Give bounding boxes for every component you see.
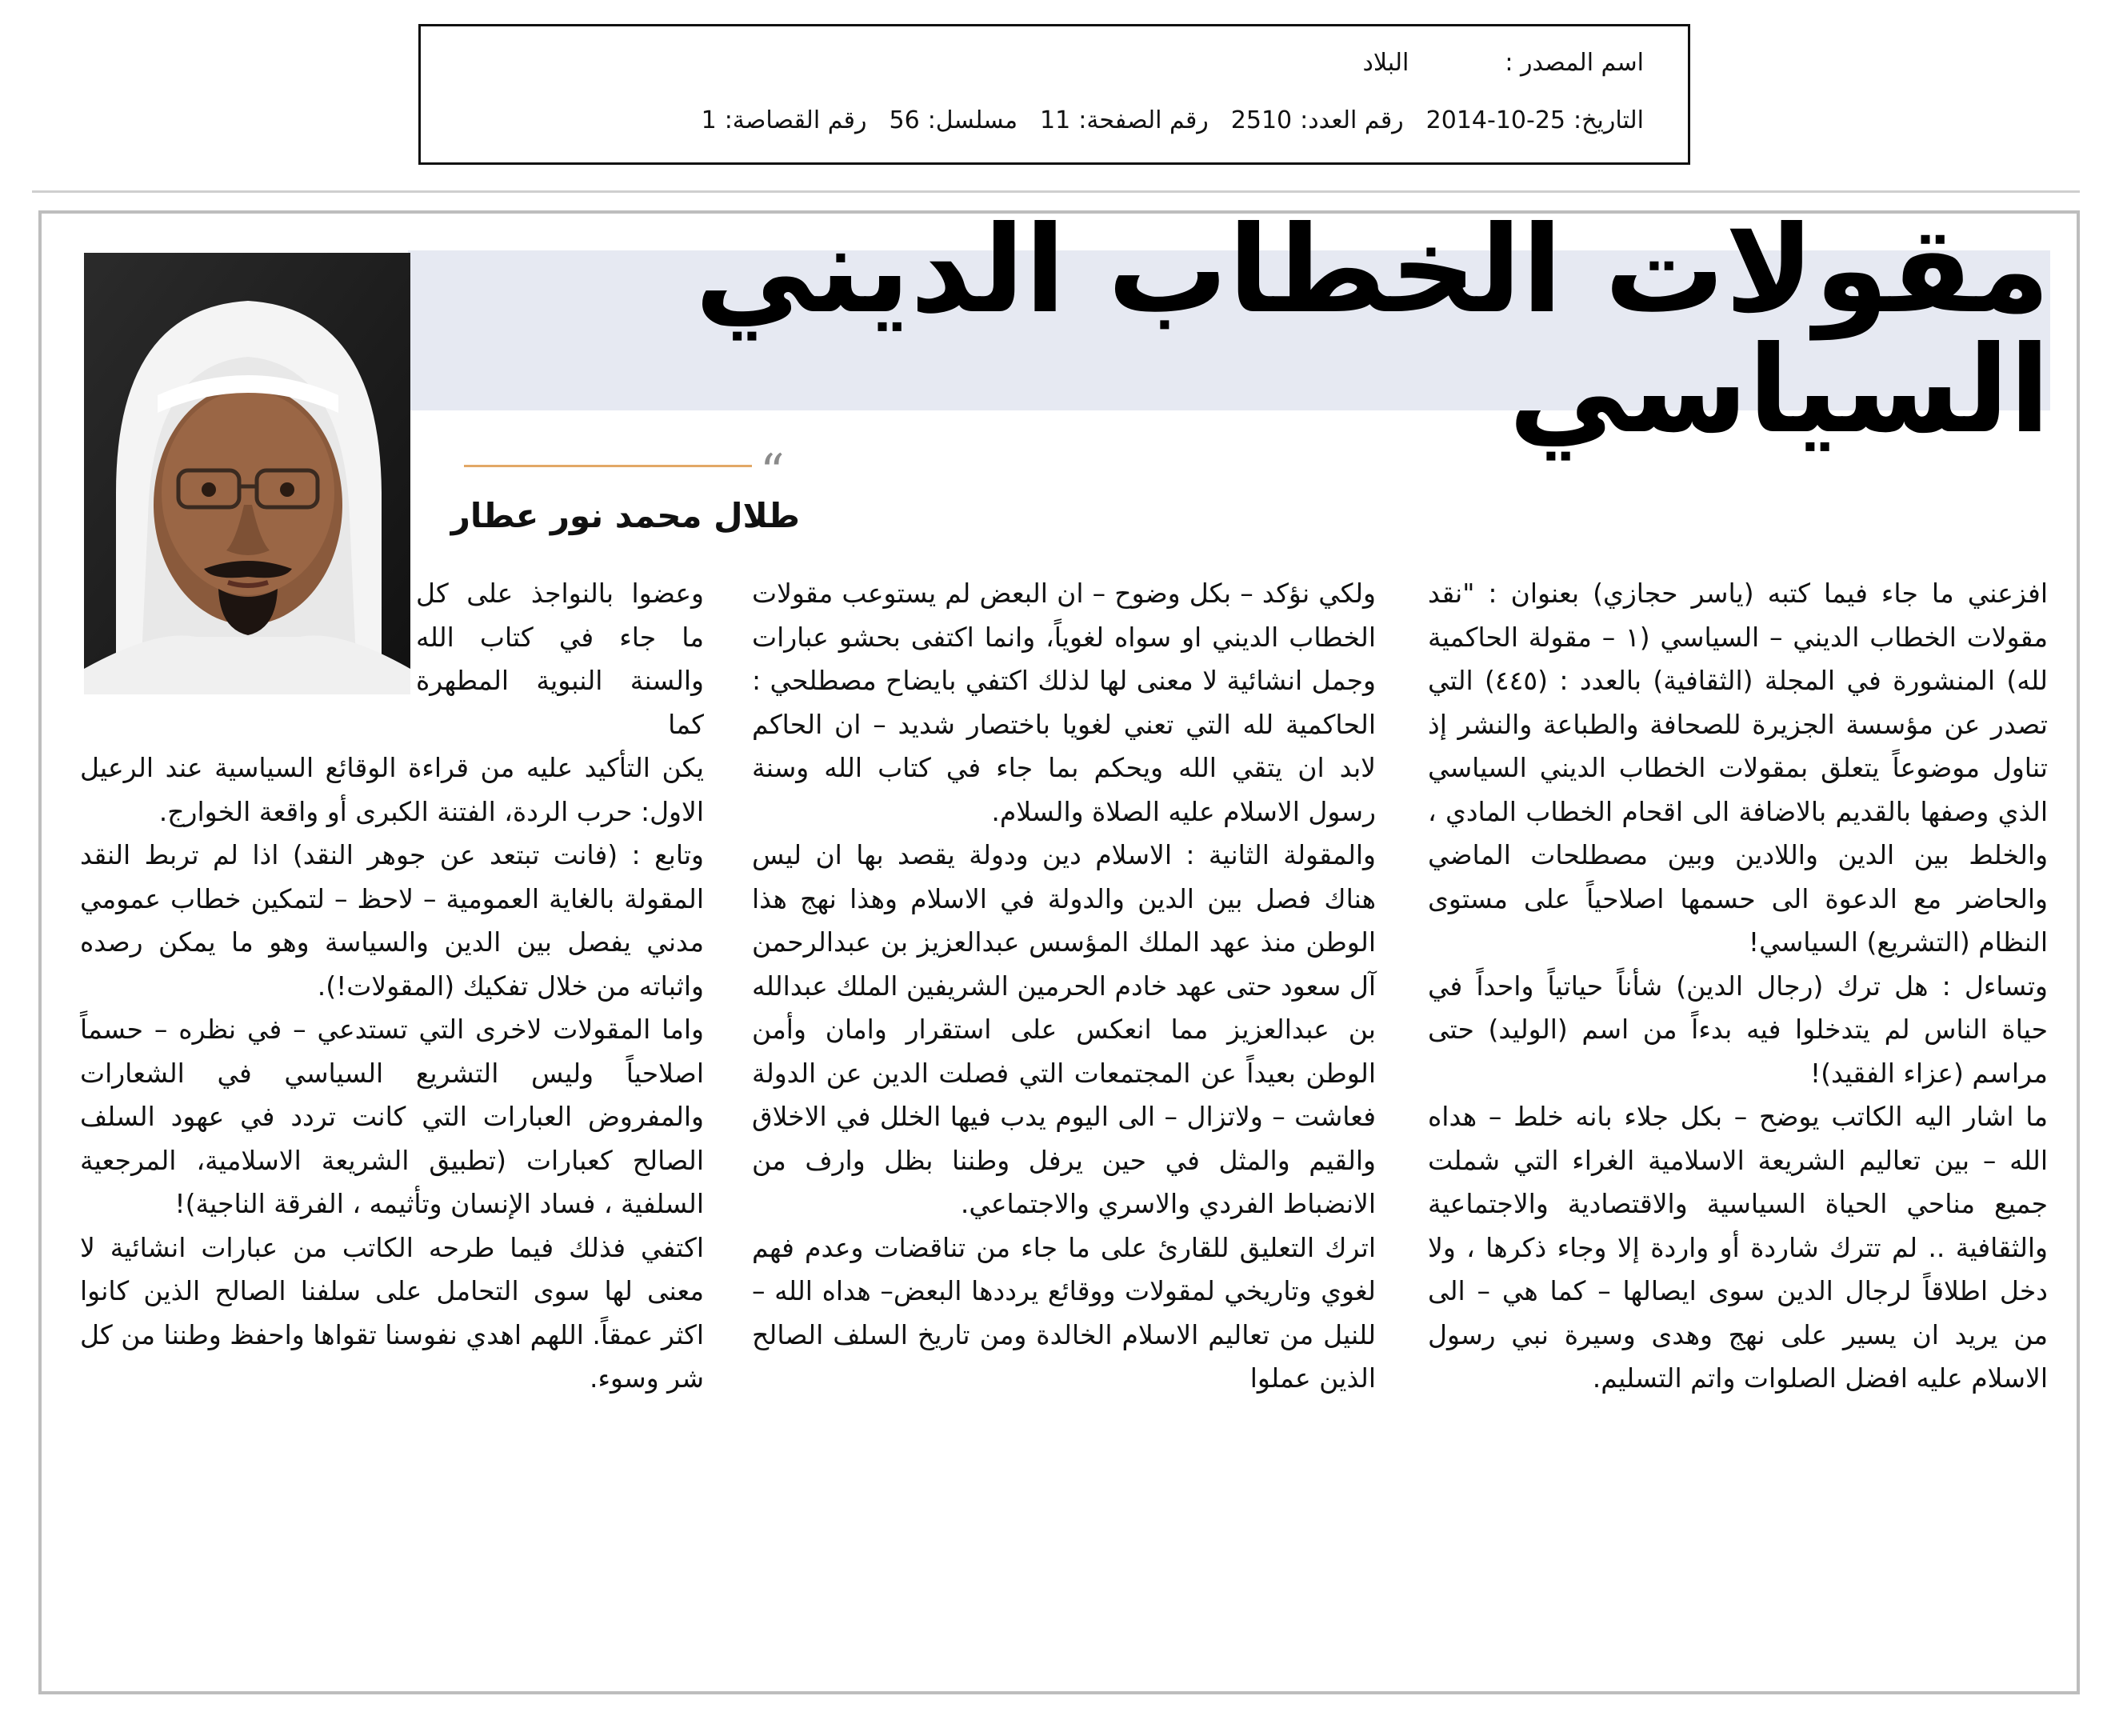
article-column-3 bbox=[80, 746, 704, 1401]
paragraph: يكن التأكيد عليه من قراءة الوقائع السياسية عند الرعيل الاول: حرب الردة، الفتنة الكبرى أو واقعة الخوارج. bbox=[80, 752, 704, 827]
author-photo bbox=[84, 253, 410, 694]
source-line bbox=[1363, 49, 1644, 77]
paragraph: افزعني ما جاء فيما كتبه (ياسر حجازي) بعنوان : "نقد مقولات الخطاب الديني – السياسي (١ – مقولة الحاكمية لله) المنشورة في المجلة (الثقافية) بالعدد : (٤٤٥) التي تصدر عن مؤسسة الجزيرة للصحافة والطباعة والنشر إذ تناول موضوعاً يتعلق بمقولات الخطاب الديني السياسي الذي وصفها بالقديم بالاضافة الى اقحام الخطاب المادي ، والخلط بين الدين واللادين وبين مصطلحات الماضي والحاضر مع الدعوة الى حسمها اصلاحياً على مستوى النظام (التشريع) السياسي! bbox=[1428, 578, 2048, 958]
clip-value: 1 bbox=[701, 106, 717, 134]
date-value: 2014-10-25 bbox=[1425, 106, 1566, 134]
date-label: التاريخ: bbox=[1573, 106, 1644, 134]
quote-rule bbox=[464, 465, 752, 467]
paragraph: ما اشار اليه الكاتب يوضح – بكل جلاء بانه خلط – هداه الله – بين تعاليم الشريعة الاسلامية الغراء التي شملت جميع مناحي الحياة السياسية والاقتصادية والاجتماعية والثقافية .. لم تترك شاردة أو واردة إلا وجاء ذكرها ، ولا دخل اطلاقاً لرجال الدين سوى ايصالها – كما هي – الى من يريد ان يسير على نهج وهدى وسيرة نبي رسول الاسلام عليه افضل الصلوات واتم التسليم. bbox=[1428, 1101, 2048, 1394]
paragraph: وتساءل : هل ترك (رجال الدين) شأناً حياتياً واحداً في حياة الناس لم يتدخلوا فيه بدءاً من اسم (الوليد) حتى مراسم (عزاء الفقيد)! bbox=[1428, 970, 2048, 1089]
source-label: اسم المصدر : bbox=[1505, 49, 1644, 77]
clip-label: رقم القصاصة: bbox=[724, 106, 867, 134]
serial-label: مسلسل: bbox=[927, 106, 1018, 134]
source-value: البلاد bbox=[1362, 49, 1409, 77]
issue-value: 2510 bbox=[1230, 106, 1293, 134]
page-field bbox=[1040, 106, 1209, 134]
issue-label: رقم العدد: bbox=[1300, 106, 1404, 134]
article-title: مقولات الخطاب الديني السياسي bbox=[694, 201, 2050, 460]
issue-field bbox=[1231, 106, 1404, 134]
article-column-2 bbox=[752, 572, 1376, 1401]
date-field bbox=[1426, 106, 1644, 134]
paragraph: والمقولة الثانية : الاسلام دين ودولة يقصد بها ان ليس هناك فصل بين الدين والدولة في الاسلام وهذا نهج هذا الوطن منذ عهد الملك المؤسس عبدالعزيز بن عبدالرحمن آل سعود حتى عهد خادم الحرمين الشريفين الملك عبدالله بن عبدالعزيز مما انعكس على استقرار وامان وأمن الوطن بعيداً عن المجتمعات التي فصلت الدين عن الدولة فعاشت – ولاتزال – الى اليوم يدب فيها الخلل في الاخلاق والقيم والمثل في حين يرفل وطننا بظل وارف من الانضباط الفردي والاسري والاجتماعي. bbox=[752, 839, 1376, 1219]
clip-field bbox=[702, 106, 867, 134]
author-portrait-icon bbox=[84, 253, 410, 694]
page-value: 11 bbox=[1040, 106, 1071, 134]
paragraph: واما المقولات لاخرى التي تستدعي – في نظره – حسماً اصلاحياً وليس التشريع السياسي في الشعارات والمفروض العبارات التي كانت تردد في عهود السلف الصالح كعبارات (تطبيق الشريعة الاسلامية، المرجعية السلفية ، فساد الإنسان وتأثيمه ، الفرقة الناجية)! bbox=[80, 1014, 704, 1219]
top-divider bbox=[32, 190, 2080, 193]
paragraph: اكتفي فذلك فيما طرحه الكاتب من عبارات انشائية لا معنى لها سوى التحامل على سلفنا الصالح الذين كانوا اكثر عمقاً. اللهم اهدي نفوسنا تقواها واحفظ وطننا من كل شر وسوء. bbox=[80, 1231, 704, 1394]
article-column-1 bbox=[1428, 572, 2048, 1401]
paragraph: ولكي نؤكد – بكل وضوح – ان البعض لم يستوعب مقولات الخطاب الديني او سواه لغوياً، وانما اكتفى بحشو عبارات وجمل انشائية لا معنى لها لذلك اكتفي بايضاح مصطلحي : الحاكمية لله التي تعني لغويا باختصار شديد – ان الحاكم لابد ان يتقي الله ويحكم بما جاء في كتاب الله وسنة رسول الاسلام عليه الصلاة والسلام. bbox=[752, 578, 1376, 827]
quote-mark-icon: “ bbox=[760, 444, 785, 500]
details-line bbox=[702, 106, 1644, 134]
paragraph: اترك التعليق للقارئ على ما جاء من تناقضات وعدم فهم لغوي وتاريخي لمقولات ووقائع يرددها البعض– هداه الله – للنيل من تعاليم الاسلام الخالدة ومن تاريخ السلف الصالح الذين عملوا bbox=[752, 1231, 1376, 1394]
article-column-3-top bbox=[416, 572, 704, 746]
paragraph: وتابع : (فانت تبتعد عن جوهر النقد) اذا لم تربط النقد المقولة بالغاية العمومية – لاحظ – لتمكين خطاب عمومي مدني يفصل بين الدين والسياسة وهو ما يمكن رصده واثباته من خلال تفكيك (المقولات!). bbox=[80, 839, 704, 1002]
serial-value: 56 bbox=[889, 106, 920, 134]
source-metadata-box bbox=[418, 24, 1690, 165]
paragraph: وعضوا بالنواجذ على كل ما جاء في كتاب الله والسنة النبوية المطهرة كما bbox=[416, 578, 704, 740]
author-name: طلال محمد نور عطار bbox=[450, 496, 800, 535]
page-label: رقم الصفحة: bbox=[1078, 106, 1209, 134]
serial-field bbox=[890, 106, 1018, 134]
